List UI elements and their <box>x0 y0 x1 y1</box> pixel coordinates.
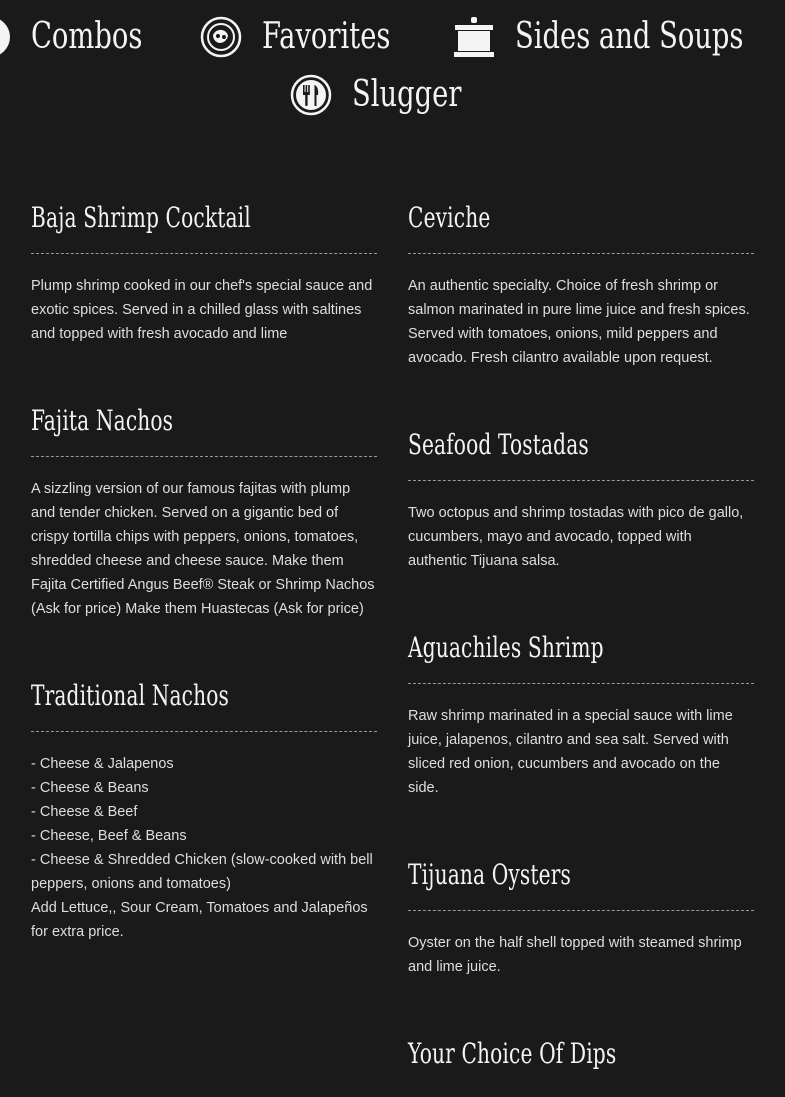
divider <box>408 253 754 254</box>
category-nav-row <box>0 8 785 66</box>
nav-label: Slugger <box>351 74 461 115</box>
divider <box>408 480 754 481</box>
menu-item-description: A sizzling version of our famous fajitas with plump and tender chicken. Served on a gigantic bed of crispy tortilla chips with peppers, onions, tomatoes, shredded cheese and cheese sauce. Make them Fajita Certified Angus Beef® Steak or Shrimp Nachos (Ask for price) Make them Huastecas (Ask for price) <box>31 481 375 617</box>
menu-item-title: Fajita Nachos <box>31 404 174 437</box>
nav-item-sides-and-soups[interactable] <box>453 16 785 58</box>
menu-item-description: Plump shrimp cooked in our chef's special sauce and exotic spices. Served in a chilled glass with saltines and topped with fresh avocado and lime <box>31 278 373 342</box>
menu-item-title: Ceviche <box>408 201 491 234</box>
nav-label: Sides and Soups <box>514 16 744 57</box>
menu-item <box>31 198 377 346</box>
menu-item <box>408 425 754 573</box>
menu-item <box>408 1034 754 1074</box>
menu-item-title: Baja Shrimp Cocktail <box>31 201 251 234</box>
nav-item-slugger[interactable] <box>290 74 496 116</box>
menu-item-description: Oyster on the half shell topped with steamed shrimp and lime juice. <box>408 935 742 975</box>
menu-item <box>31 401 377 621</box>
menu-item-title: Traditional Nachos <box>31 679 230 712</box>
fork-knife-icon <box>290 74 332 116</box>
divider <box>408 910 754 911</box>
menu-item <box>408 855 754 979</box>
skull-icon <box>0 16 11 58</box>
category-nav-row <box>0 66 785 124</box>
menu-item-title: Your Choice Of Dips <box>408 1037 617 1070</box>
nav-item-combos[interactable] <box>0 16 178 58</box>
menu-item-title: Tijuana Oysters <box>408 858 572 891</box>
menu-item-description: Raw shrimp marinated in a special sauce with lime juice, jalapenos, cilantro and sea salt. Served with sliced red onion, cucumbers and avocado on the side. <box>408 708 733 796</box>
nav-label: Combos <box>31 16 143 57</box>
pot-icon <box>453 16 495 58</box>
menu-item <box>31 676 377 944</box>
divider <box>31 456 377 457</box>
menu-column-left <box>31 198 377 999</box>
menu-column-right <box>408 198 754 1097</box>
menu-item-title: Aguachiles Shrimp <box>408 631 604 664</box>
category-nav <box>0 0 785 124</box>
divider <box>408 683 754 684</box>
divider <box>31 253 377 254</box>
plate-icon <box>200 16 242 58</box>
menu-item <box>408 628 754 800</box>
menu-item-description: An authentic specialty. Choice of fresh shrimp or salmon marinated in pure lime juice and fresh spices. Served with tomatoes, onions, mild peppers and avocado. Fresh cilantro available upon request. <box>408 278 750 366</box>
nav-label: Favorites <box>261 16 391 57</box>
nav-item-favorites[interactable] <box>200 16 431 58</box>
menu-item-title: Seafood Tostadas <box>408 428 589 461</box>
divider <box>31 731 377 732</box>
menu-item <box>408 198 754 370</box>
menu-item-description: Two octopus and shrimp tostadas with pico de gallo, cucumbers, mayo and avocado, topped with authentic Tijuana salsa. <box>408 505 744 569</box>
menu-item-description: - Cheese & Jalapenos - Cheese & Beans - Cheese & Beef - Cheese, Beef & Beans - Cheese & Shredded Chicken (slow-cooked with bell peppers, onions and tomatoes) Add Lettuce,, Sour Cream, Tomatoes and Jalapeños for extra price. <box>31 756 373 940</box>
